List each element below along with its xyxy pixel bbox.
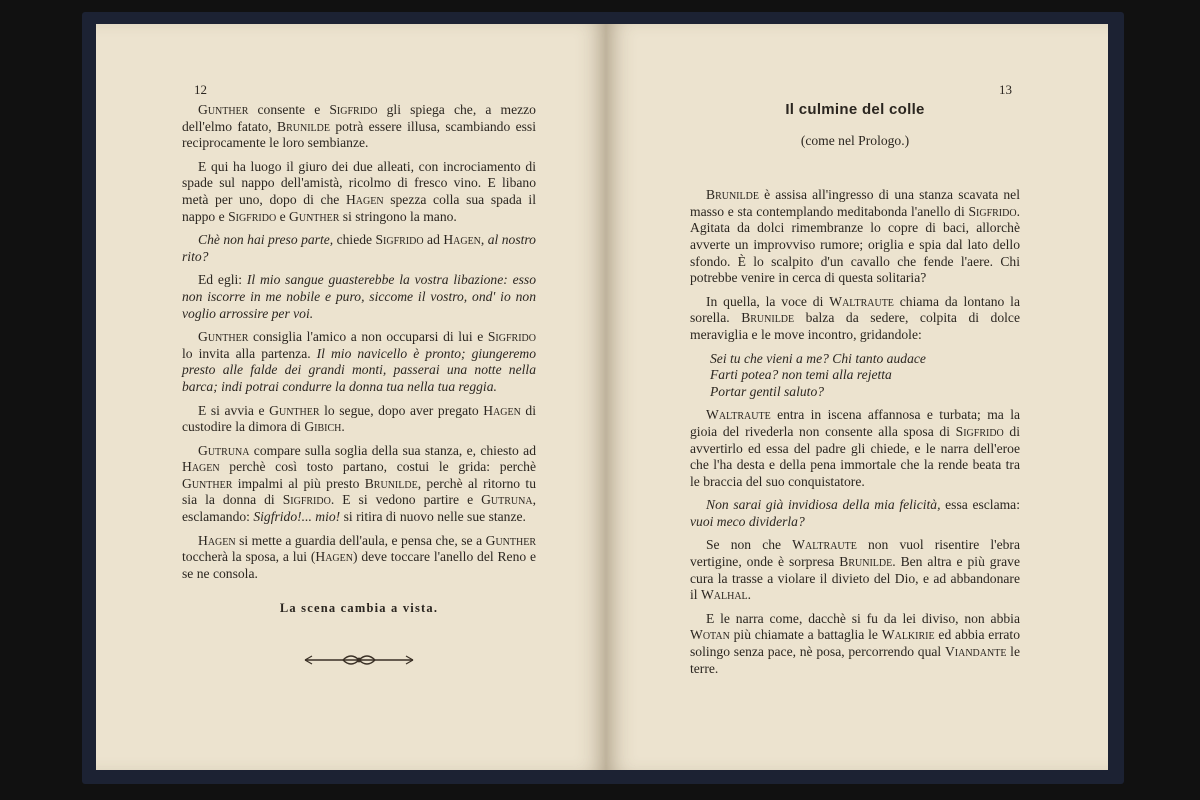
paragraph: Se non che Waltraute non vuol risentire l'ebra vertigine, onde è sorpresa Brunilde. Ben altra e più grave cura la trasse a violare il divieto del Dio, e ad abbandonare il Walhal. [690,537,1020,603]
left-text-column [182,102,536,669]
left-page [96,24,606,770]
page-number-left: 12 [194,82,207,97]
paragraph: E si avvia e Gunther lo segue, dopo aver pregato Hagen di custodire la dimora di Gibich. [182,402,536,435]
paragraph: Gunther consente e Sigfrido gli spiega che, a mezzo dell'elmo fatato, Brunilde potrà essere illusa, scambiando essi reciprocamente le loro sembianze. [182,102,536,151]
verse-block: Sei tu che vieni a me? Chi tanto audace Farti potea? non temi alla rejetta Portar gentil saluto? [710,350,926,399]
scene-subheading: (come nel Prologo.) [800,132,910,148]
right-page [606,24,1108,770]
right-text-column [690,102,1020,684]
scene-change-caption: La scena cambia a vista. [279,601,439,616]
paragraph: Waltraute entra in iscena affannosa e turbata; ma la gioia del rivederla non consente alla sposa di Sigfrido di avvertirlo ed essa del padre gli chiede, e le narra dell'eroe che l'ha desta e della pena immortale che la rende beata tra le braccia del suo conquistatore. [690,407,1020,489]
paragraph: E le narra come, dacchè si fu da lei diviso, non abbia Wotan più chiamate a battaglia le Walkirie ed abbia errato solingo senza pace, nè posa, percorrendo qual Viandante le terre. [690,610,1020,676]
paragraph: Non sarai già invidiosa della mia felicità, essa esclama: vuoi meco dividerla? [690,497,1020,529]
paragraph: In quella, la voce di Waltraute chiama da lontano la sorella. Brunilde balza da sedere, colpita di dolce meraviglia e le move incontro, gridandole: [690,293,1020,342]
paragraph: Brunilde è assisa all'ingresso di una stanza scavata nel masso e sta contemplando meditabonda l'anello di Sigfrido. Agitata da dolci rimembranze lo copre di baci, allorchè avverte un improvviso rumore; origlia e spia dal lato dello sfondo. È lo scalpito d'un cavallo che fende l'aere. Chi potrebbe venire in cerca di questa solitaria? [690,187,1020,286]
paragraph: Gutruna compare sulla soglia della sua stanza, e, chiesto ad Hagen perchè così tosto partano, costui le grida: perchè Gunther impalmi al più presto Brunilde, perchè al ritorno tu sia la donna di Sigfrido. E si vedono partire e Gutruna, esclamando: Sigfrido!... mio! si ritira di nuovo nelle sue stanze. [182,442,536,525]
scene-heading: Il culmine del colle [785,101,925,118]
ornament-icon [303,651,415,669]
paragraph: Chè non hai preso parte, chiede Sigfrido ad Hagen, al nostro rito? [182,232,536,264]
page-number-right: 13 [999,82,1012,97]
paragraph: Hagen si mette a guardia dell'aula, e pensa che, se a Gunther toccherà la sposa, a lui (Hagen) deve toccare l'anello del Reno e se ne consola. [182,532,537,581]
paragraph: E qui ha luogo il giuro dei due alleati, con incrociamento di spade sul nappo dell'amistà, ricolmo di fresco vino. E libano metà per uno, dopo di che Hagen spezza colla sua spada il nappo e Sigfrido e Gunther si stringono la mano. [182,158,536,224]
paragraph: Gunther consiglia l'amico a non occuparsi di lui e Sigfrido lo invita alla partenza. Il mio navicello è pronto; giungeremo presto alle falde dei grandi monti, passerai una notte nella barca; indi potrai condurre la donna tua nella tua reggia. [182,329,536,394]
paragraph: Ed egli: Il mio sangue guasterebbe la vostra libazione: esso non iscorre in me nobile e puro, siccome il vostro, ond' io non voglio arrossire per voi. [182,272,536,321]
